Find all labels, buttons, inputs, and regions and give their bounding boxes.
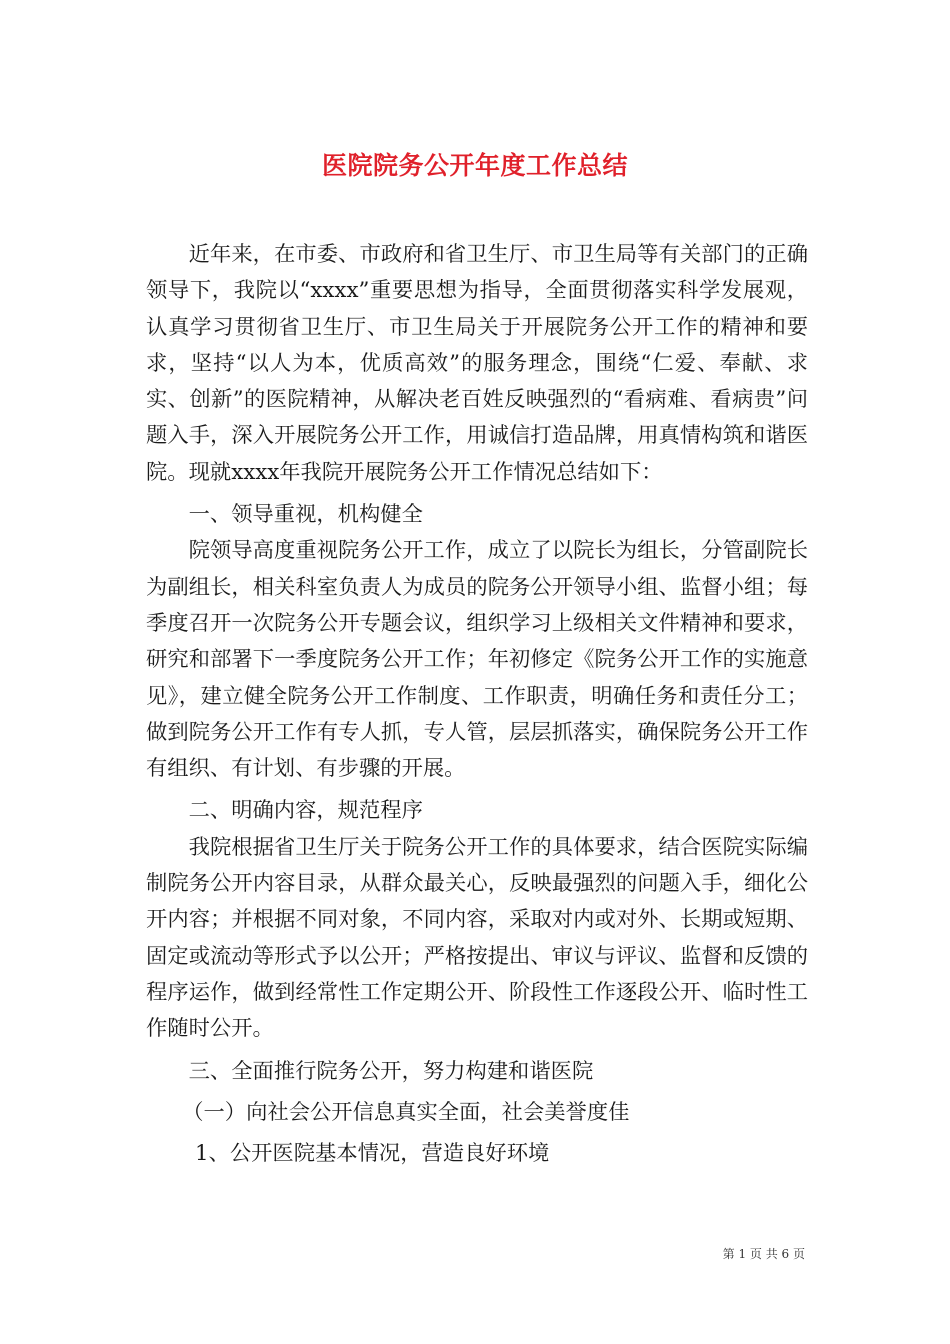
intro-paragraph: 近年来，在市委、市政府和省卫生厅、市卫生局等有关部门的正确领导下，我院以“xxxx”重要思想为指导，全面贯彻落实科学发展观，认真学习贯彻省卫生厅、市卫生局关于开展院务公开工作的精神和要求，坚持“以人为本，优质高效”的服务理念，围绕“仁爱、奉献、求实、创新”的医院精神，从解决老百姓反映强烈的“看病难、看病贵”问题入手，深入开展院务公开工作，用诚信打造品牌，用真情构筑和谐医院。现就xxxx年我院开展院务公开工作情况总结如下： (146, 242, 808, 485)
page-number-footer: 第 1 页 共 6 页 (722, 1247, 805, 1261)
section-1-heading: 一、领导重视，机构健全 (188, 502, 423, 528)
section-1-paragraph: 院领导高度重视院务公开工作，成立了以院长为组长，分管副院长为副组长，相关科室负责人为成员的院务公开领导小组、监督小组；每季度召开一次院务公开专题会议，组织学习上级相关文件精神和要求，研究和部署下一季度院务公开工作；年初修定《院务公开工作的实施意见》，建立健全院务公开工作制度、工作职责，明确任务和责任分工；做到院务公开工作有专人抓，专人管，层层抓落实，确保院务公开工作有组织、有计划、有步骤的开展。 (146, 538, 808, 782)
section-2-paragraph: 我院根据省卫生厅关于院务公开工作的具体要求，结合医院实际编制院务公开内容目录，从群众最关心，反映最强烈的问题入手，细化公开内容；并根据不同对象，不同内容，采取对内或对外、长期或短期、固定或流动等形式予以公开；严格按提出、审议与评议、监督和反馈的程序运作，做到经常性工作定期公开、阶段性工作逐段公开、临时性工作随时公开。 (146, 834, 808, 1042)
section-2-heading: 二、明确内容，规范程序 (188, 798, 423, 824)
document-body (146, 237, 808, 1172)
section-3-heading: 三、全面推行院务公开，努力构建和谐医院 (188, 1058, 594, 1084)
item-1-heading: 1、公开医院基本情况，营造良好环境 (194, 1141, 550, 1167)
subsection-1-heading: （一）向社会公开信息真实全面，社会美誉度佳 (182, 1099, 630, 1125)
page-title: 医院院务公开年度工作总结 (321, 150, 628, 180)
